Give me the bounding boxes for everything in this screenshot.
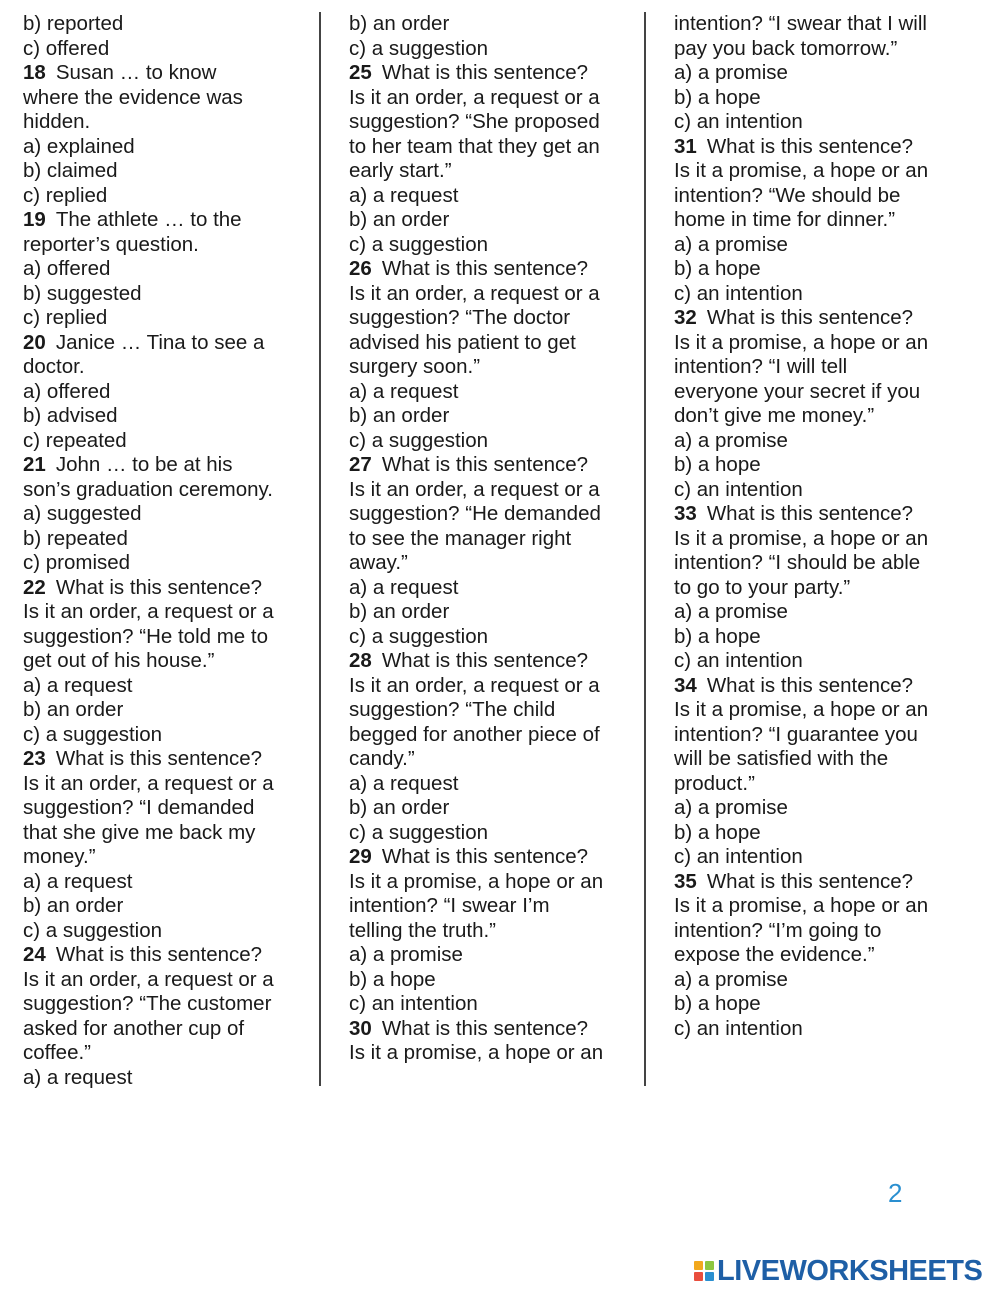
line-text: candy.” xyxy=(349,747,415,770)
line-text: a) a promise xyxy=(674,61,788,84)
text-line xyxy=(674,992,966,1017)
line-text: Is it an order, a request or a xyxy=(349,673,600,697)
text-line xyxy=(674,600,966,625)
text-line xyxy=(674,404,966,429)
question-number: 33 xyxy=(674,502,697,525)
line-text: c) offered xyxy=(23,36,110,60)
question-heading xyxy=(349,257,641,282)
line-text: intention? “I’m going to xyxy=(674,918,882,942)
question-number: 29 xyxy=(349,845,372,868)
text-line xyxy=(349,110,641,135)
text-line xyxy=(23,135,315,160)
text-line xyxy=(23,12,315,37)
line-text: What is this sentence? xyxy=(381,1016,589,1040)
text-line xyxy=(23,527,315,552)
text-line xyxy=(349,12,641,37)
worksheet-column-3 xyxy=(674,12,966,1041)
line-text: b) an order xyxy=(349,208,450,231)
text-line xyxy=(674,233,966,258)
line-text: b) a hope xyxy=(674,453,761,476)
line-text: What is this sentence? xyxy=(381,61,589,84)
line-text: b) reported xyxy=(23,12,124,35)
text-line xyxy=(674,576,966,601)
text-line xyxy=(349,404,641,429)
question-number: 31 xyxy=(674,134,697,158)
question-heading xyxy=(349,453,641,478)
text-line xyxy=(349,968,641,993)
text-line xyxy=(23,159,315,184)
line-text: c) replied xyxy=(23,306,108,329)
line-text: b) a hope xyxy=(349,967,436,991)
line-text: Is it a promise, a hope or an xyxy=(674,159,929,182)
logo-mark-square xyxy=(694,1261,703,1270)
line-text: John … to be at his xyxy=(55,453,233,476)
line-text: Is it an order, a request or a xyxy=(349,85,600,109)
text-line xyxy=(349,380,641,405)
text-line xyxy=(23,968,315,993)
line-text: b) an order xyxy=(23,894,124,917)
line-text: c) an intention xyxy=(674,845,803,868)
text-line xyxy=(674,527,966,552)
line-text: What is this sentence? xyxy=(55,747,263,770)
text-line xyxy=(674,796,966,821)
text-line xyxy=(23,723,315,748)
line-text: What is this sentence? xyxy=(706,869,914,893)
text-line xyxy=(23,870,315,895)
logo-mark-square xyxy=(694,1272,703,1281)
text-line xyxy=(349,919,641,944)
line-text: What is this sentence? xyxy=(706,502,914,525)
line-text: doctor. xyxy=(23,355,85,378)
text-line xyxy=(674,453,966,478)
line-text: a) a promise xyxy=(349,943,463,966)
text-line xyxy=(349,355,641,380)
text-line xyxy=(23,821,315,846)
line-text: c) a suggestion xyxy=(349,428,489,452)
line-text: to her team that they get an xyxy=(349,134,600,158)
line-text: a) offered xyxy=(23,379,111,403)
worksheet-column-2 xyxy=(349,12,641,1066)
line-text: intention? “I swear that I will xyxy=(674,12,927,35)
text-line xyxy=(23,772,315,797)
question-heading xyxy=(674,306,966,331)
line-text: Susan … to know xyxy=(55,61,217,84)
text-line xyxy=(23,257,315,282)
question-heading xyxy=(23,747,315,772)
line-text: c) an intention xyxy=(674,281,803,305)
text-line xyxy=(349,698,641,723)
question-number: 21 xyxy=(23,453,46,476)
line-text: suggestion? “I demanded xyxy=(23,796,255,819)
line-text: asked for another cup of xyxy=(23,1016,245,1040)
line-text: a) a promise xyxy=(674,232,788,256)
text-line xyxy=(674,649,966,674)
text-line xyxy=(23,86,315,111)
text-line xyxy=(674,208,966,233)
question-number: 20 xyxy=(23,330,46,354)
text-line xyxy=(674,1017,966,1042)
text-line xyxy=(23,478,315,503)
column-divider xyxy=(319,12,321,1086)
text-line xyxy=(674,355,966,380)
text-line xyxy=(674,429,966,454)
text-line xyxy=(349,233,641,258)
line-text: b) a hope xyxy=(674,820,761,844)
text-line xyxy=(23,37,315,62)
line-text: a) a promise xyxy=(674,600,788,623)
text-line xyxy=(349,478,641,503)
question-number: 26 xyxy=(349,257,372,280)
line-text: surgery soon.” xyxy=(349,355,481,378)
line-text: intention? “I should be able xyxy=(674,551,921,574)
text-line xyxy=(23,894,315,919)
text-line xyxy=(23,992,315,1017)
text-line xyxy=(674,331,966,356)
question-number: 24 xyxy=(23,943,46,966)
question-number: 23 xyxy=(23,747,46,770)
line-text: b) repeated xyxy=(23,526,128,550)
text-line xyxy=(349,772,641,797)
text-line xyxy=(674,12,966,37)
question-heading xyxy=(23,208,315,233)
line-text: Is it an order, a request or a xyxy=(349,477,600,501)
line-text: a) offered xyxy=(23,257,111,280)
worksheet-column-1 xyxy=(23,12,315,1090)
text-line xyxy=(674,551,966,576)
line-text: son’s graduation ceremony. xyxy=(23,477,273,501)
line-text: a) a request xyxy=(23,673,133,697)
text-line xyxy=(23,796,315,821)
line-text: coffee.” xyxy=(23,1041,91,1064)
question-heading xyxy=(349,845,641,870)
text-line xyxy=(674,845,966,870)
text-line xyxy=(23,919,315,944)
question-number: 18 xyxy=(23,61,46,84)
question-heading xyxy=(23,331,315,356)
text-line xyxy=(23,404,315,429)
text-line xyxy=(349,600,641,625)
line-text: c) a suggestion xyxy=(349,36,489,60)
line-text: c) an intention xyxy=(349,992,478,1015)
line-text: will be satisfied with the xyxy=(674,747,889,770)
text-line xyxy=(349,894,641,919)
line-text: a) a request xyxy=(349,575,459,599)
text-line xyxy=(674,772,966,797)
text-line xyxy=(23,600,315,625)
text-line xyxy=(674,968,966,993)
line-text: suggestion? “The child xyxy=(349,698,556,721)
line-text: b) an order xyxy=(349,12,450,35)
question-number: 27 xyxy=(349,453,372,476)
logo-mark-icon xyxy=(694,1261,714,1281)
text-line xyxy=(349,208,641,233)
line-text: Is it a promise, a hope or an xyxy=(674,526,929,550)
text-line xyxy=(349,625,641,650)
line-text: c) an intention xyxy=(674,477,803,501)
text-line xyxy=(23,355,315,380)
line-text: b) a hope xyxy=(674,85,761,109)
text-line xyxy=(349,723,641,748)
line-text: b) a hope xyxy=(674,624,761,648)
text-line xyxy=(349,429,641,454)
question-number: 28 xyxy=(349,649,372,672)
text-line xyxy=(349,943,641,968)
column-divider xyxy=(644,12,646,1086)
text-line xyxy=(674,61,966,86)
line-text: c) a suggestion xyxy=(349,624,489,648)
text-line xyxy=(674,257,966,282)
line-text: hidden. xyxy=(23,110,91,133)
line-text: b) a hope xyxy=(674,992,761,1015)
line-text: c) an intention xyxy=(674,649,803,672)
text-line xyxy=(349,331,641,356)
line-text: b) claimed xyxy=(23,159,118,182)
text-line xyxy=(349,37,641,62)
line-text: a) a request xyxy=(23,869,133,893)
line-text: Is it a promise, a hope or an xyxy=(349,869,604,893)
text-line xyxy=(674,282,966,307)
line-text: c) repeated xyxy=(23,428,127,452)
line-text: away.” xyxy=(349,551,408,574)
text-line xyxy=(674,478,966,503)
line-text: expose the evidence.” xyxy=(674,943,875,966)
line-text: Is it an order, a request or a xyxy=(23,771,274,795)
text-line xyxy=(23,1017,315,1042)
line-text: a) a promise xyxy=(674,967,788,991)
question-heading xyxy=(674,135,966,160)
line-text: to go to your party.” xyxy=(674,575,851,599)
text-line xyxy=(674,159,966,184)
line-text: b) a hope xyxy=(674,257,761,280)
line-text: Is it a promise, a hope or an xyxy=(349,1041,604,1064)
page-number: 2 xyxy=(888,1178,903,1208)
text-line xyxy=(674,184,966,209)
text-line xyxy=(23,551,315,576)
question-number: 30 xyxy=(349,1016,372,1040)
question-number: 19 xyxy=(23,208,46,231)
question-heading xyxy=(674,502,966,527)
text-line xyxy=(349,821,641,846)
text-line xyxy=(674,943,966,968)
text-line xyxy=(674,625,966,650)
text-line xyxy=(23,1041,315,1066)
text-line xyxy=(349,551,641,576)
question-number: 25 xyxy=(349,61,372,84)
line-text: a) a request xyxy=(349,771,459,795)
line-text: c) a suggestion xyxy=(349,820,489,844)
line-text: intention? “I will tell xyxy=(674,355,848,378)
line-text: a) explained xyxy=(23,134,135,158)
question-heading xyxy=(23,576,315,601)
text-line xyxy=(674,380,966,405)
text-line xyxy=(349,159,641,184)
text-line xyxy=(23,380,315,405)
line-text: reporter’s question. xyxy=(23,232,199,256)
line-text: product.” xyxy=(674,771,755,795)
line-text: Is it an order, a request or a xyxy=(23,967,274,991)
text-line xyxy=(349,184,641,209)
text-line xyxy=(674,86,966,111)
line-text: b) an order xyxy=(349,796,450,819)
text-line xyxy=(23,429,315,454)
text-line xyxy=(349,870,641,895)
text-line xyxy=(674,747,966,772)
question-heading xyxy=(349,649,641,674)
line-text: intention? “I guarantee you xyxy=(674,722,918,746)
logo-mark-square xyxy=(705,1261,714,1270)
text-line xyxy=(23,184,315,209)
question-heading xyxy=(349,61,641,86)
line-text: Is it a promise, a hope or an xyxy=(674,330,929,354)
line-text: a) suggested xyxy=(23,502,142,525)
text-line xyxy=(349,502,641,527)
text-line xyxy=(349,747,641,772)
text-line xyxy=(349,992,641,1017)
line-text: begged for another piece of xyxy=(349,722,600,746)
line-text: suggestion? “The doctor xyxy=(349,306,571,329)
line-text: pay you back tomorrow.” xyxy=(674,36,898,60)
text-line xyxy=(349,796,641,821)
text-line xyxy=(674,698,966,723)
line-text: The athlete … to the xyxy=(55,208,242,231)
text-line xyxy=(349,576,641,601)
line-text: What is this sentence? xyxy=(55,575,263,599)
line-text: early start.” xyxy=(349,159,452,182)
question-heading xyxy=(23,61,315,86)
line-text: b) an order xyxy=(23,698,124,721)
question-number: 22 xyxy=(23,575,46,599)
text-line xyxy=(23,306,315,331)
line-text: b) an order xyxy=(349,404,450,427)
text-line xyxy=(674,821,966,846)
line-text: get out of his house.” xyxy=(23,649,215,672)
text-line xyxy=(23,282,315,307)
line-text: What is this sentence? xyxy=(381,257,589,280)
line-text: What is this sentence? xyxy=(706,134,914,158)
text-line xyxy=(23,674,315,699)
text-line xyxy=(349,282,641,307)
text-line xyxy=(23,698,315,723)
line-text: What is this sentence? xyxy=(381,453,589,476)
line-text: don’t give me money.” xyxy=(674,404,875,427)
line-text: a) a request xyxy=(23,1065,133,1089)
line-text: suggestion? “The customer xyxy=(23,992,272,1015)
line-text: a) a promise xyxy=(674,428,788,452)
line-text: money.” xyxy=(23,845,96,868)
line-text: b) an order xyxy=(349,600,450,623)
line-text: suggestion? “He told me to xyxy=(23,624,268,648)
line-text: Is it an order, a request or a xyxy=(349,281,600,305)
line-text: c) an intention xyxy=(674,110,803,133)
text-line xyxy=(23,625,315,650)
question-heading xyxy=(674,870,966,895)
text-line xyxy=(674,37,966,62)
question-heading xyxy=(674,674,966,699)
line-text: c) replied xyxy=(23,183,108,207)
line-text: What is this sentence? xyxy=(381,845,589,868)
line-text: Is it a promise, a hope or an xyxy=(674,894,929,917)
text-line xyxy=(674,894,966,919)
line-text: where the evidence was xyxy=(23,85,243,109)
question-heading xyxy=(349,1017,641,1042)
text-line xyxy=(349,527,641,552)
line-text: b) advised xyxy=(23,404,118,427)
liveworksheets-logo[interactable] xyxy=(694,1256,982,1286)
line-text: a) a request xyxy=(349,183,459,207)
line-text: a) a promise xyxy=(674,796,788,819)
line-text: home in time for dinner.” xyxy=(674,208,896,231)
line-text: What is this sentence? xyxy=(55,943,263,966)
line-text: c) a suggestion xyxy=(23,918,163,942)
line-text: c) promised xyxy=(23,551,131,574)
line-text: intention? “We should be xyxy=(674,183,901,207)
text-line xyxy=(23,110,315,135)
question-heading xyxy=(23,453,315,478)
line-text: everyone your secret if you xyxy=(674,379,921,403)
text-line xyxy=(349,674,641,699)
question-heading xyxy=(23,943,315,968)
line-text: c) a suggestion xyxy=(349,232,489,256)
text-line xyxy=(674,919,966,944)
line-text: suggestion? “She proposed xyxy=(349,110,600,133)
line-text: that she give me back my xyxy=(23,820,256,844)
text-line xyxy=(349,1041,641,1066)
line-text: c) an intention xyxy=(674,1016,803,1040)
line-text: c) a suggestion xyxy=(23,722,163,746)
text-line xyxy=(23,233,315,258)
text-line xyxy=(349,306,641,331)
line-text: Is it an order, a request or a xyxy=(23,600,274,623)
text-line xyxy=(23,1066,315,1091)
text-line xyxy=(23,845,315,870)
text-line xyxy=(349,86,641,111)
line-text: a) a request xyxy=(349,379,459,403)
line-text: to see the manager right xyxy=(349,526,572,550)
logo-mark-square xyxy=(705,1272,714,1281)
text-line xyxy=(674,723,966,748)
line-text: suggestion? “He demanded xyxy=(349,502,601,525)
line-text: What is this sentence? xyxy=(706,306,914,329)
line-text: Is it a promise, a hope or an xyxy=(674,698,929,721)
text-line xyxy=(674,110,966,135)
line-text: What is this sentence? xyxy=(381,649,589,672)
line-text: Janice … Tina to see a xyxy=(55,330,265,354)
logo-text: LIVEWORKSHEETS xyxy=(717,1254,983,1287)
question-number: 32 xyxy=(674,306,697,329)
text-line xyxy=(349,135,641,160)
line-text: b) suggested xyxy=(23,281,142,305)
line-text: advised his patient to get xyxy=(349,330,576,354)
question-number: 34 xyxy=(674,673,697,697)
text-line xyxy=(23,502,315,527)
line-text: intention? “I swear I’m xyxy=(349,894,550,917)
line-text: telling the truth.” xyxy=(349,918,496,942)
text-line xyxy=(23,649,315,674)
question-number: 35 xyxy=(674,869,697,893)
line-text: What is this sentence? xyxy=(706,673,914,697)
